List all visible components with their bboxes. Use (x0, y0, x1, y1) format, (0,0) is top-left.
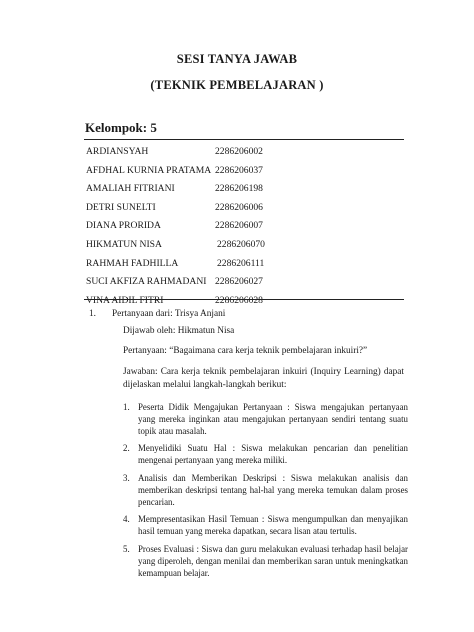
question-asker: Pertanyaan dari: Trisya Anjani (112, 309, 226, 319)
answer-step (123, 514, 408, 538)
step-text: Mempresentasikan Hasil Temuan : Siswa mengumpulkan dan menyajikan hasil temuan yang mereka dapatkan, secara lisan atau tertulis. (138, 514, 408, 537)
member-name: DETRI SUNELTI (86, 201, 156, 213)
member-row (86, 180, 406, 199)
step-number: 1. (123, 402, 130, 412)
member-row (86, 217, 406, 236)
step-number: 3. (123, 472, 130, 483)
member-name: DIANA PRORIDA (86, 220, 161, 232)
member-nim: 2286206006 (215, 201, 263, 213)
member-row (86, 162, 406, 181)
member-row (86, 292, 406, 311)
answer-step (123, 544, 408, 579)
member-row (86, 199, 406, 218)
document-subtitle: (TEKNIK PEMBELAJARAN ) (150, 78, 324, 92)
step-number: 2. (123, 443, 130, 454)
step-number: 4. (123, 514, 130, 525)
member-nim: 2286206028 (215, 294, 263, 306)
step-text: Peserta Didik Mengajukan Pertanyaan : Siswa mengajukan pertanyaan yang mereka inginkan atau mengajukan pertanyaan sendiri tentang suatu topik atau masalah. (138, 402, 408, 436)
document-title: SESI TANYA JAWAB (176, 52, 298, 66)
member-row (86, 143, 406, 162)
member-nim: 2286206070 (217, 238, 265, 250)
member-nim: 2286206198 (215, 183, 263, 195)
question-number: 1. (89, 309, 96, 319)
member-nim: 2286206002 (215, 146, 263, 157)
member-nim: 2286206027 (215, 276, 263, 288)
member-name: ARDIANSYAH (86, 146, 149, 157)
step-number: 5. (123, 543, 130, 554)
divider-top (84, 139, 404, 140)
member-nim: 2286206007 (215, 220, 263, 232)
member-list (86, 143, 406, 310)
member-row (86, 273, 406, 292)
answer-step (123, 402, 408, 437)
divider-bottom (84, 299, 404, 300)
step-text: Proses Evaluasi : Siswa dan guru melakukan evaluasi terhadap hasil belajar yang diperoleh, dengan menilai dan memberikan saran untuk meningkatkan kemampuan belajar. (138, 543, 408, 578)
member-name: AMALIAH FITRIANI (86, 183, 175, 195)
member-row (86, 236, 406, 255)
member-name: AFDHAL KURNIA PRATAMA (86, 164, 212, 176)
member-nim: 2286206037 (215, 164, 263, 176)
member-row (86, 255, 406, 274)
answer-step (123, 473, 408, 508)
group-label: Kelompok: 5 (85, 120, 157, 135)
question-text: Pertanyaan: “Bagaimana cara kerja teknik pembelajaran inkuiri?” (123, 346, 368, 356)
step-text: Menyelidiki Suatu Hal : Siswa melakukan pencarian dan penelitian mengenai pertanyaan yang mereka miliki. (138, 443, 408, 466)
member-name: VINA AIDIL FITRI (86, 294, 164, 306)
answer-steps (123, 402, 408, 585)
member-name: RAHMAH FADHILLA (86, 257, 179, 269)
answer-step (123, 443, 408, 467)
member-name: SUCI AKFIZA RAHMADANI (86, 276, 207, 288)
member-nim: 2286206111 (217, 257, 265, 269)
member-name: HIKMATUN NISA (86, 238, 162, 250)
answered-by: Dijawab oleh: Hikmatun Nisa (123, 326, 235, 336)
answer-intro: Jawaban: Cara kerja teknik pembelajaran inkuiri (Inquiry Learning) dapat dijelaskan melalui langkah-langkah berikut: (123, 367, 404, 390)
step-text: Analisis dan Memberikan Deskripsi : Siswa melakukan analisis dan memberikan deskripsi tentang hal-hal yang mereka temukan dalam proses pencarian. (138, 472, 408, 507)
